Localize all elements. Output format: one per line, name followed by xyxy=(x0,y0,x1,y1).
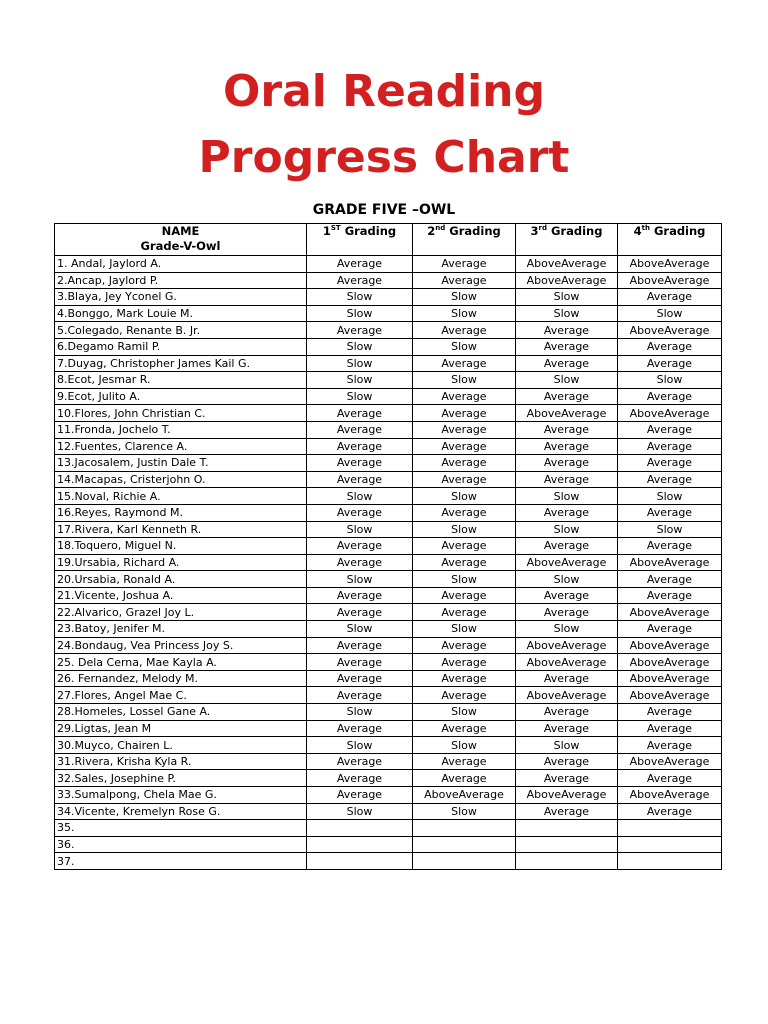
student-name-cell: 25. Dela Cerna, Mae Kayla A. xyxy=(55,654,307,671)
grading-3-cell: Average xyxy=(516,421,618,438)
grading-2-cell: Average xyxy=(413,554,516,571)
grading-1-cell: Average xyxy=(307,587,413,604)
grading-3-cell: Average xyxy=(516,322,618,339)
grading-3-cell: Average xyxy=(516,455,618,472)
grading-4-cell: Average xyxy=(618,438,722,455)
grading-4-cell: Average xyxy=(618,388,722,405)
table-row xyxy=(55,737,722,754)
table-row xyxy=(55,820,722,837)
student-name-cell: 12.Fuentes, Clarence A. xyxy=(55,438,307,455)
grading-1-cell: Average xyxy=(307,322,413,339)
grading-3-cell: Average xyxy=(516,587,618,604)
grading-4-cell: AboveAverage xyxy=(618,256,722,273)
grading-4-cell xyxy=(618,853,722,870)
grading-2-cell: Average xyxy=(413,455,516,472)
table-row xyxy=(55,787,722,804)
grading-1-cell: Slow xyxy=(307,737,413,754)
grading-1-cell: Average xyxy=(307,421,413,438)
grading-2-cell: Average xyxy=(413,654,516,671)
grading-3-cell: Average xyxy=(516,704,618,721)
grading-3-cell: AboveAverage xyxy=(516,272,618,289)
grading-4-cell: Average xyxy=(618,455,722,472)
header-grading-1-sup: ST xyxy=(330,224,341,233)
grading-4-cell: Average xyxy=(618,803,722,820)
grading-1-cell: Average xyxy=(307,654,413,671)
table-row xyxy=(55,836,722,853)
header-grading-1-num: 1 xyxy=(322,224,331,238)
grading-3-cell: Average xyxy=(516,538,618,555)
grading-2-cell: Slow xyxy=(413,803,516,820)
grading-3-cell: Slow xyxy=(516,571,618,588)
grading-1-cell: Slow xyxy=(307,289,413,306)
grading-3-cell: AboveAverage xyxy=(516,554,618,571)
grading-1-cell: Average xyxy=(307,538,413,555)
student-name-cell: 21.Vicente, Joshua A. xyxy=(55,587,307,604)
grading-4-cell: Slow xyxy=(618,305,722,322)
grading-2-cell: Average xyxy=(413,272,516,289)
grading-4-cell: AboveAverage xyxy=(618,272,722,289)
grading-1-cell: Slow xyxy=(307,521,413,538)
grading-3-cell: AboveAverage xyxy=(516,637,618,654)
table-row xyxy=(55,372,722,389)
grading-2-cell: Slow xyxy=(413,488,516,505)
student-name-cell: 14.Macapas, Cristerjohn O. xyxy=(55,471,307,488)
student-name-cell: 11.Fronda, Jochelo T. xyxy=(55,421,307,438)
grading-3-cell: Average xyxy=(516,604,618,621)
grading-4-cell: Average xyxy=(618,504,722,521)
grading-4-cell: AboveAverage xyxy=(618,604,722,621)
header-grading-3-num: 3 xyxy=(530,224,539,238)
header-grading-1-label: Grading xyxy=(344,224,397,238)
grading-4-cell: AboveAverage xyxy=(618,753,722,770)
grading-3-cell: Average xyxy=(516,753,618,770)
grading-2-cell: Slow xyxy=(413,704,516,721)
grading-3-cell: Average xyxy=(516,471,618,488)
grading-1-cell: Slow xyxy=(307,305,413,322)
table-row xyxy=(55,355,722,372)
title-line-2: Progress Chart xyxy=(198,132,570,183)
grading-2-cell: AboveAverage xyxy=(413,787,516,804)
grading-1-cell: Average xyxy=(307,670,413,687)
table-row xyxy=(55,720,722,737)
grading-4-cell: Slow xyxy=(618,521,722,538)
grading-1-cell: Average xyxy=(307,438,413,455)
grading-3-cell: Slow xyxy=(516,289,618,306)
grading-4-cell: Average xyxy=(618,289,722,306)
grading-1-cell: Slow xyxy=(307,621,413,638)
grading-4-cell: AboveAverage xyxy=(618,654,722,671)
table-row xyxy=(55,571,722,588)
grading-2-cell: Slow xyxy=(413,571,516,588)
grading-4-cell: AboveAverage xyxy=(618,405,722,422)
grading-1-cell: Average xyxy=(307,753,413,770)
grading-3-cell: AboveAverage xyxy=(516,654,618,671)
student-name-cell: 1. Andal, Jaylord A. xyxy=(55,256,307,273)
grading-3-cell: Slow xyxy=(516,621,618,638)
student-name-cell: 36. xyxy=(55,836,307,853)
grading-2-cell: Slow xyxy=(413,521,516,538)
header-name-line1: NAME xyxy=(161,224,200,238)
grading-4-cell: Slow xyxy=(618,488,722,505)
grading-2-cell: Slow xyxy=(413,737,516,754)
grading-4-cell xyxy=(618,820,722,837)
student-name-cell: 29.Ligtas, Jean M xyxy=(55,720,307,737)
grading-4-cell: Slow xyxy=(618,372,722,389)
table-row xyxy=(55,637,722,654)
table-row xyxy=(55,338,722,355)
student-name-cell: 37. xyxy=(55,853,307,870)
grading-1-cell: Slow xyxy=(307,372,413,389)
grading-1-cell: Average xyxy=(307,471,413,488)
grading-4-cell: Average xyxy=(618,587,722,604)
grading-2-cell: Average xyxy=(413,637,516,654)
grading-4-cell: Average xyxy=(618,770,722,787)
table-body xyxy=(55,256,722,870)
grading-1-cell: Average xyxy=(307,720,413,737)
grading-4-cell: AboveAverage xyxy=(618,670,722,687)
grading-3-cell: AboveAverage xyxy=(516,405,618,422)
student-name-cell: 7.Duyag, Christopher James Kail G. xyxy=(55,355,307,372)
grading-2-cell: Average xyxy=(413,770,516,787)
table-row xyxy=(55,704,722,721)
header-grading-2-sup: nd xyxy=(435,224,446,233)
student-name-cell: 33.Sumalpong, Chela Mae G. xyxy=(55,787,307,804)
grading-2-cell: Average xyxy=(413,670,516,687)
table-row xyxy=(55,322,722,339)
table-row xyxy=(55,388,722,405)
student-name-cell: 24.Bondaug, Vea Princess Joy S. xyxy=(55,637,307,654)
grading-3-cell: Average xyxy=(516,438,618,455)
grading-3-cell: Average xyxy=(516,720,618,737)
student-name-cell: 35. xyxy=(55,820,307,837)
grading-2-cell: Average xyxy=(413,687,516,704)
grading-3-cell xyxy=(516,836,618,853)
header-grading-4-sup: th xyxy=(641,224,650,233)
grading-3-cell: Slow xyxy=(516,737,618,754)
grading-2-cell: Average xyxy=(413,720,516,737)
grading-1-cell: Slow xyxy=(307,488,413,505)
grading-2-cell: Average xyxy=(413,256,516,273)
header-row xyxy=(55,224,722,256)
grading-4-cell xyxy=(618,836,722,853)
grading-1-cell: Slow xyxy=(307,571,413,588)
grading-4-cell: AboveAverage xyxy=(618,322,722,339)
grading-1-cell: Average xyxy=(307,770,413,787)
table-row xyxy=(55,803,722,820)
title-line-1: Oral Reading xyxy=(222,66,545,117)
grading-2-cell: Slow xyxy=(413,338,516,355)
grading-4-cell: AboveAverage xyxy=(618,554,722,571)
header-grading-3-sup: rd xyxy=(538,224,547,233)
subtitle: GRADE FIVE –OWL xyxy=(312,202,456,218)
student-name-cell: 22.Alvarico, Grazel Joy L. xyxy=(55,604,307,621)
grading-3-cell: AboveAverage xyxy=(516,687,618,704)
header-grading-4 xyxy=(618,224,722,256)
grading-1-cell: Slow xyxy=(307,388,413,405)
grading-4-cell: Average xyxy=(618,338,722,355)
student-name-cell: 34.Vicente, Kremelyn Rose G. xyxy=(55,803,307,820)
student-name-cell: 6.Degamo Ramil P. xyxy=(55,338,307,355)
grading-3-cell: Slow xyxy=(516,305,618,322)
grading-1-cell: Slow xyxy=(307,338,413,355)
table-row xyxy=(55,504,722,521)
grading-2-cell xyxy=(413,836,516,853)
grading-2-cell: Average xyxy=(413,604,516,621)
student-name-cell: 19.Ursabia, Richard A. xyxy=(55,554,307,571)
grading-3-cell: Average xyxy=(516,338,618,355)
table-row xyxy=(55,687,722,704)
grading-3-cell: AboveAverage xyxy=(516,787,618,804)
student-name-cell: 8.Ecot, Jesmar R. xyxy=(55,372,307,389)
table-row xyxy=(55,305,722,322)
grading-3-cell: Average xyxy=(516,355,618,372)
header-grading-3-label: Grading xyxy=(551,224,603,238)
grading-2-cell: Slow xyxy=(413,305,516,322)
header-grading-3 xyxy=(516,224,618,256)
table-row xyxy=(55,438,722,455)
grading-2-cell: Average xyxy=(413,538,516,555)
student-name-cell: 5.Colegado, Renante B. Jr. xyxy=(55,322,307,339)
grading-1-cell: Average xyxy=(307,455,413,472)
table-row xyxy=(55,554,722,571)
student-name-cell: 30.Muyco, Chairen L. xyxy=(55,737,307,754)
student-name-cell: 32.Sales, Josephine P. xyxy=(55,770,307,787)
header-name xyxy=(55,224,307,256)
student-name-cell: 2.Ancap, Jaylord P. xyxy=(55,272,307,289)
header-grading-1 xyxy=(307,224,413,256)
grading-3-cell: Average xyxy=(516,388,618,405)
student-name-cell: 9.Ecot, Julito A. xyxy=(55,388,307,405)
grading-2-cell: Average xyxy=(413,504,516,521)
grading-2-cell: Average xyxy=(413,322,516,339)
grading-2-cell: Average xyxy=(413,471,516,488)
grading-3-cell: Slow xyxy=(516,488,618,505)
grading-1-cell: Average xyxy=(307,554,413,571)
table-row xyxy=(55,405,722,422)
table-row xyxy=(55,670,722,687)
grading-3-cell: Slow xyxy=(516,372,618,389)
student-name-cell: 26. Fernandez, Melody M. xyxy=(55,670,307,687)
student-name-cell: 20.Ursabia, Ronald A. xyxy=(55,571,307,588)
grading-1-cell: Average xyxy=(307,604,413,621)
table-row xyxy=(55,604,722,621)
table-row xyxy=(55,455,722,472)
grading-2-cell xyxy=(413,853,516,870)
student-name-cell: 15.Noval, Richie A. xyxy=(55,488,307,505)
grading-1-cell xyxy=(307,853,413,870)
table-row xyxy=(55,521,722,538)
grading-4-cell: AboveAverage xyxy=(618,687,722,704)
grading-3-cell xyxy=(516,820,618,837)
grading-3-cell: Average xyxy=(516,504,618,521)
student-name-cell: 27.Flores, Angel Mae C. xyxy=(55,687,307,704)
header-grading-2-num: 2 xyxy=(427,224,436,238)
grading-3-cell: Average xyxy=(516,770,618,787)
grading-4-cell: AboveAverage xyxy=(618,637,722,654)
header-grading-4-label: Grading xyxy=(653,224,706,238)
grading-4-cell: Average xyxy=(618,471,722,488)
grading-1-cell: Average xyxy=(307,687,413,704)
student-name-cell: 18.Toquero, Miguel N. xyxy=(55,538,307,555)
grading-2-cell xyxy=(413,820,516,837)
grading-1-cell: Average xyxy=(307,637,413,654)
grading-1-cell: Average xyxy=(307,272,413,289)
grading-4-cell: AboveAverage xyxy=(618,787,722,804)
grading-2-cell: Average xyxy=(413,753,516,770)
header-name-line2: Grade-V-Owl xyxy=(140,239,221,253)
grading-1-cell: Average xyxy=(307,405,413,422)
table-row xyxy=(55,256,722,273)
grading-2-cell: Average xyxy=(413,587,516,604)
grading-4-cell: Average xyxy=(618,571,722,588)
grading-3-cell: Average xyxy=(516,803,618,820)
table-row xyxy=(55,538,722,555)
grading-2-cell: Slow xyxy=(413,621,516,638)
header-grading-2-label: Grading xyxy=(449,224,501,238)
grading-4-cell: Average xyxy=(618,355,722,372)
grading-4-cell: Average xyxy=(618,704,722,721)
student-name-cell: 10.Flores, John Christian C. xyxy=(55,405,307,422)
student-name-cell: 3.Blaya, Jey Yconel G. xyxy=(55,289,307,306)
student-name-cell: 13.Jacosalem, Justin Dale T. xyxy=(55,455,307,472)
student-name-cell: 17.Rivera, Karl Kenneth R. xyxy=(55,521,307,538)
student-name-cell: 4.Bonggo, Mark Louie M. xyxy=(55,305,307,322)
grading-1-cell: Slow xyxy=(307,704,413,721)
student-name-cell: 16.Reyes, Raymond M. xyxy=(55,504,307,521)
grading-3-cell: AboveAverage xyxy=(516,256,618,273)
table-row xyxy=(55,421,722,438)
grading-1-cell: Average xyxy=(307,504,413,521)
grading-4-cell: Average xyxy=(618,538,722,555)
student-name-cell: 23.Batoy, Jenifer M. xyxy=(55,621,307,638)
grading-2-cell: Average xyxy=(413,438,516,455)
table-row xyxy=(55,471,722,488)
table-row xyxy=(55,770,722,787)
grading-3-cell: Average xyxy=(516,670,618,687)
student-name-cell: 31.Rivera, Krisha Kyla R. xyxy=(55,753,307,770)
grading-2-cell: Slow xyxy=(413,372,516,389)
grading-1-cell: Average xyxy=(307,787,413,804)
grading-2-cell: Slow xyxy=(413,289,516,306)
grading-2-cell: Average xyxy=(413,421,516,438)
grading-2-cell: Average xyxy=(413,355,516,372)
table-row xyxy=(55,272,722,289)
progress-table xyxy=(54,223,722,870)
table-row xyxy=(55,853,722,870)
table-row xyxy=(55,654,722,671)
grading-1-cell xyxy=(307,820,413,837)
header-grading-2 xyxy=(413,224,516,256)
table-row xyxy=(55,753,722,770)
grading-4-cell: Average xyxy=(618,421,722,438)
grading-1-cell: Average xyxy=(307,256,413,273)
table-row xyxy=(55,587,722,604)
table-row xyxy=(55,621,722,638)
grading-3-cell xyxy=(516,853,618,870)
table-row xyxy=(55,488,722,505)
grading-1-cell xyxy=(307,836,413,853)
table-row xyxy=(55,289,722,306)
grading-1-cell: Slow xyxy=(307,803,413,820)
grading-2-cell: Average xyxy=(413,405,516,422)
grading-4-cell: Average xyxy=(618,621,722,638)
header-grading-4-num: 4 xyxy=(633,224,642,238)
grading-2-cell: Average xyxy=(413,388,516,405)
grading-4-cell: Average xyxy=(618,720,722,737)
grading-3-cell: Slow xyxy=(516,521,618,538)
grading-4-cell: Average xyxy=(618,737,722,754)
student-name-cell: 28.Homeles, Lossel Gane A. xyxy=(55,704,307,721)
grading-1-cell: Slow xyxy=(307,355,413,372)
